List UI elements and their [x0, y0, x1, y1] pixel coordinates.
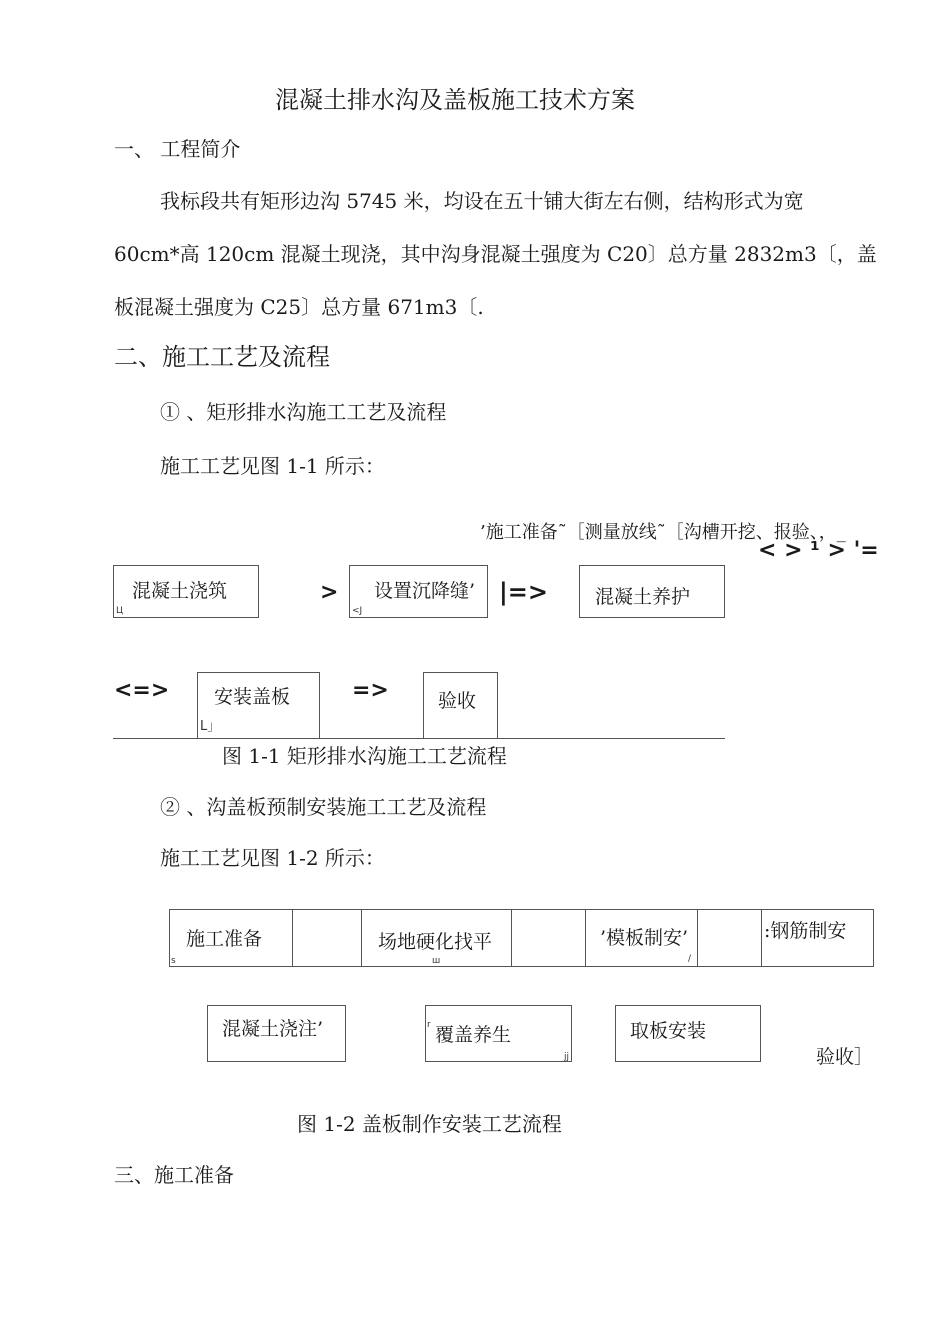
fig1-baseline: [113, 738, 725, 739]
fig1-arrow-2: |=>: [499, 578, 548, 606]
fig2-cell-rebar: :钢筋制安: [764, 920, 847, 942]
fig1-top-flow-text: ’施工准备˜［测量放线˜［沟槽开挖、报验、，_: [480, 522, 846, 543]
fig1-box-acceptance: [423, 672, 498, 739]
fig1-top-arrows: < > ¹ > '=: [758, 538, 879, 563]
fig1-box-curing: [579, 565, 725, 618]
fig2-box-concrete-pouring: [207, 1005, 346, 1062]
fig1-box-install-cover: [197, 672, 320, 739]
subsection-2-ref: 施工工艺见图 1-2 所示：: [160, 846, 385, 870]
fig2-box-mark: jj: [564, 1052, 570, 1062]
fig1-arrow-4: =>: [352, 678, 389, 703]
fig2-box-mark: r: [427, 1020, 431, 1030]
subsection-1-ref: 施工工艺见图 1-1 所示：: [160, 454, 385, 478]
fig2-box-label: 覆盖养生: [435, 1024, 512, 1046]
fig2-cell-divider: [761, 910, 762, 966]
fig1-caption: 图 1-1 矩形排水沟施工工艺流程: [222, 744, 507, 768]
fig1-arrow-1: >: [320, 580, 339, 605]
fig2-cell-formwork: ’模板制安’: [600, 927, 689, 949]
fig1-box-concrete-pouring: [113, 565, 259, 618]
fig2-cell-mark: s: [171, 956, 176, 966]
fig1-box-label: 安装盖板: [214, 686, 291, 708]
fig2-cell-divider: [585, 910, 586, 966]
fig1-box-settlement-joint: [349, 565, 488, 618]
fig2-box-label: 取板安装: [630, 1020, 707, 1042]
fig2-caption: 图 1-2 盖板制作安装工艺流程: [297, 1112, 562, 1136]
subsection-1-heading: ① 、矩形排水沟施工工艺及流程: [160, 400, 447, 424]
fig2-cell-mark: /: [688, 954, 692, 964]
fig1-box-label: 混凝土养护: [595, 586, 691, 608]
subsection-2-heading: ② 、沟盖板预制安装施工工艺及流程: [160, 795, 487, 819]
fig1-box-mark: <J: [352, 606, 363, 616]
fig2-box-install: [615, 1005, 761, 1062]
section-1-para-line-1: 我标段共有矩形边沟 5745 米，均设在五十铺大街左右侧，结构形式为宽: [160, 189, 804, 213]
fig1-box-mark: L」: [200, 719, 221, 734]
fig2-cell-hardening: 场地硬化找平: [378, 931, 493, 953]
fig1-box-mark: Ц: [116, 606, 123, 616]
section-1-para-line-2: 60cm*高 120cm 混凝土现浇，其中沟身混凝土强度为 C20〕总方量 2832m3〔，盖: [114, 242, 877, 266]
section-2-heading: 二、施工工艺及流程: [114, 343, 330, 371]
section-3-heading: 三、施工准备: [114, 1163, 234, 1187]
document-title: 混凝土排水沟及盖板施工技术方案: [275, 86, 635, 114]
fig2-cell-divider: [361, 910, 362, 966]
fig2-top-row: [169, 909, 874, 967]
fig1-box-label: 验收: [438, 690, 477, 712]
fig2-cell-mark: ш: [432, 956, 441, 966]
fig1-arrow-3: <=>: [114, 678, 170, 703]
fig1-box-label: 混凝土浇筑: [132, 580, 228, 602]
fig2-cell-prep: 施工准备: [186, 928, 263, 950]
fig2-cell-divider: [697, 910, 698, 966]
fig2-cell-divider: [511, 910, 512, 966]
fig2-end-acceptance: 验收］: [816, 1046, 874, 1068]
section-1-para-line-3: 板混凝土强度为 C25〕总方量 671m3〔.: [114, 295, 484, 319]
fig1-box-label: 设置沉降缝’: [374, 580, 476, 602]
fig2-cell-divider: [292, 910, 293, 966]
fig2-box-curing: [425, 1005, 572, 1062]
fig2-box-label: 混凝土浇注’: [222, 1018, 324, 1040]
section-1-heading: 一、 工程简介: [114, 137, 241, 161]
